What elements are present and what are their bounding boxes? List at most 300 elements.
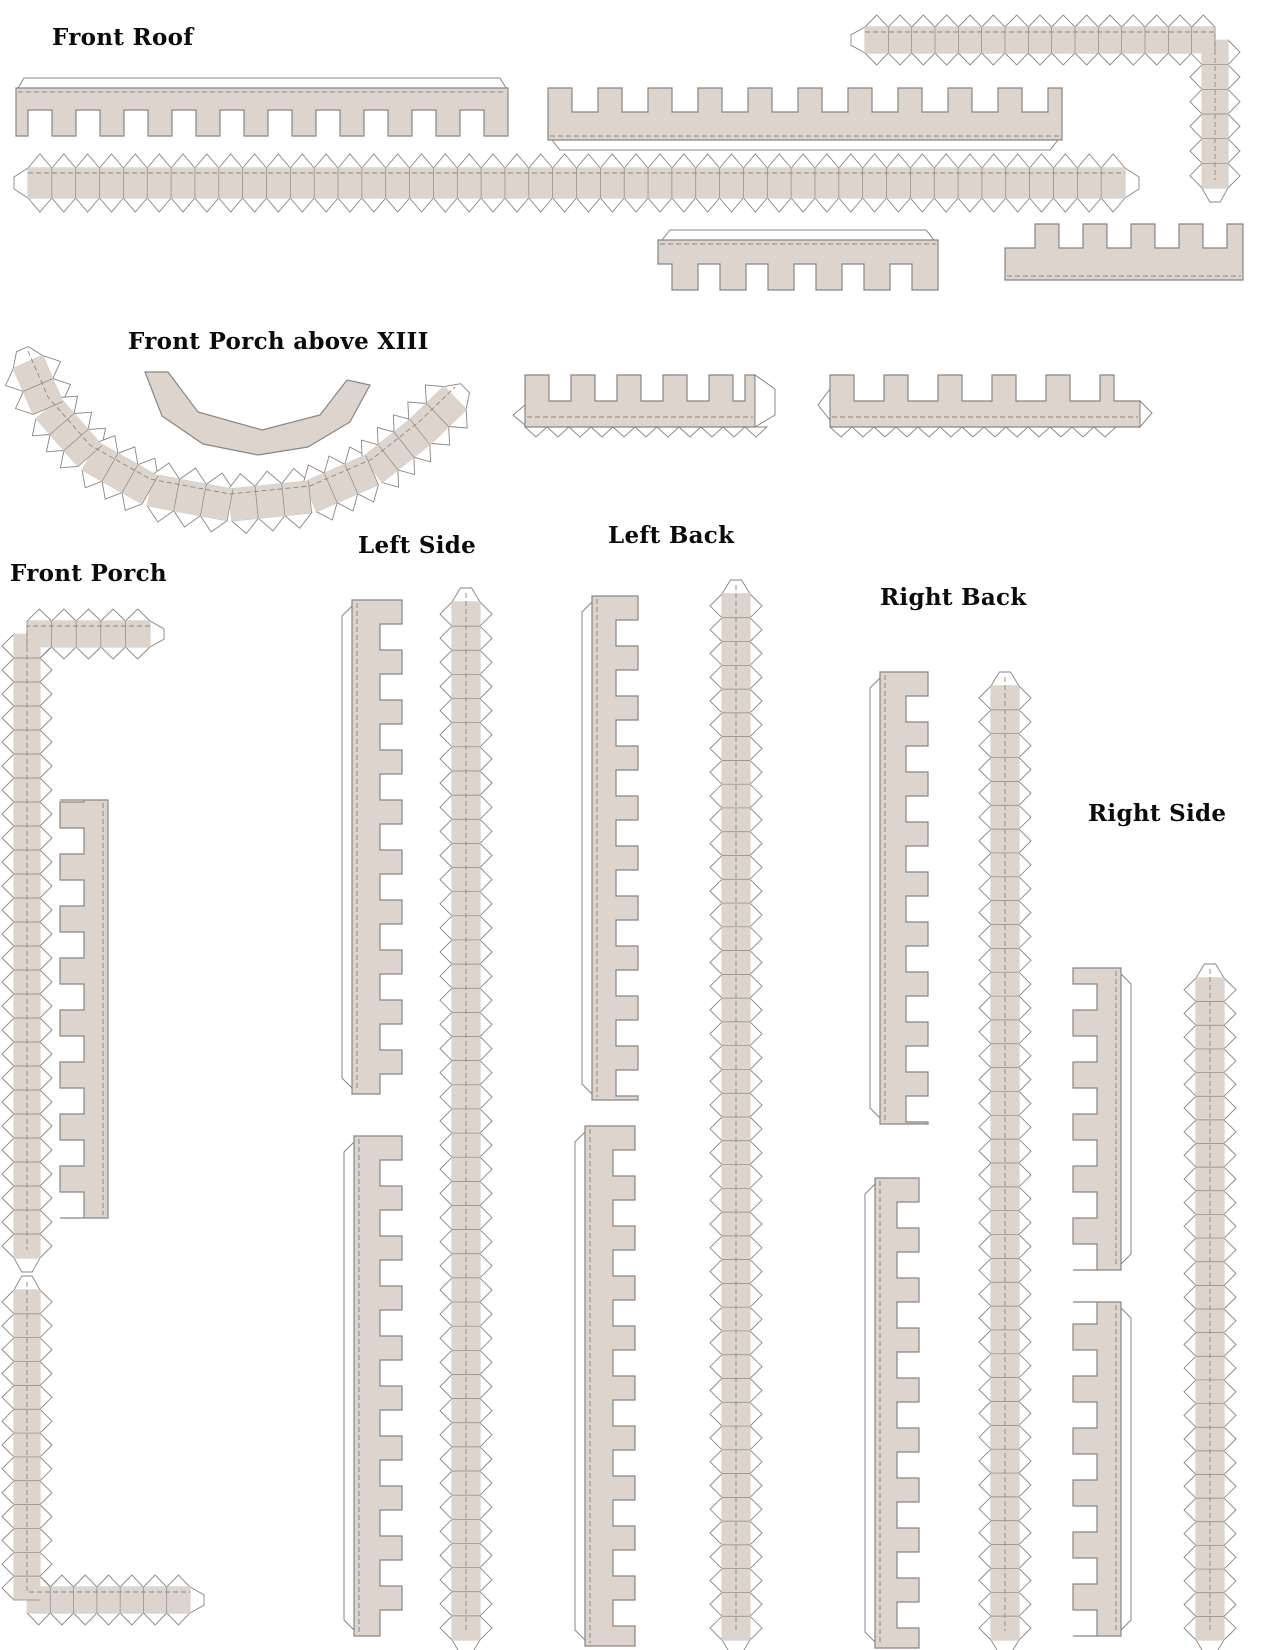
zigzag-tab — [525, 427, 547, 437]
zigzag-tab — [440, 868, 452, 892]
zigzag-tab — [1228, 40, 1240, 65]
zigzag-tab — [1019, 1187, 1031, 1211]
zigzag-tab — [710, 689, 722, 713]
zigzag-tab — [1005, 53, 1028, 65]
zigzag-tab — [440, 940, 452, 964]
zigzag-tab — [1077, 154, 1101, 168]
zigzag-tab — [480, 771, 492, 795]
zigzag-tab — [962, 427, 984, 437]
right-side-band — [1184, 964, 1236, 1650]
zigzag-tab — [2, 682, 14, 706]
zigzag-tab — [2, 1290, 14, 1314]
zigzag-tab — [2, 658, 14, 682]
zigzag-tab — [2, 1362, 14, 1386]
zigzag-tab — [750, 689, 762, 713]
zigzag-tab — [912, 15, 935, 27]
band-cell — [28, 168, 52, 198]
zigzag-tab — [710, 1188, 722, 1212]
band-cell — [14, 826, 40, 850]
zigzag-tab — [1184, 1475, 1196, 1499]
zigzag-tab — [979, 1521, 991, 1545]
zigzag-tab — [553, 198, 577, 212]
zigzag-tab — [440, 1181, 452, 1205]
zigzag-tab — [440, 1302, 452, 1326]
zigzag-tab — [935, 53, 958, 65]
zigzag-tab — [710, 1260, 722, 1284]
strip-body — [16, 88, 508, 136]
band-cell — [195, 168, 219, 198]
zigzag-tab — [1224, 1025, 1236, 1049]
zigzag-tab — [2, 1186, 14, 1210]
zigzag-tab — [830, 427, 852, 437]
band-cell — [452, 771, 480, 795]
zigzag-tab — [887, 198, 911, 212]
end-cap-tab — [991, 1640, 1019, 1650]
zigzag-tab — [219, 198, 243, 212]
band-cell — [14, 1186, 40, 1210]
zigzag-tab — [480, 1519, 492, 1543]
band-cell — [452, 1012, 480, 1036]
zigzag-tab — [767, 198, 791, 212]
right-back-strip-2 — [865, 1178, 919, 1648]
zigzag-tab — [1028, 53, 1051, 65]
band-cell — [982, 27, 1005, 53]
zigzag-tab — [480, 650, 492, 674]
band-cell — [125, 621, 150, 647]
band-cell — [888, 27, 911, 53]
zigzag-tab — [338, 154, 362, 168]
zigzag-tab — [547, 427, 569, 437]
zigzag-tab — [100, 154, 124, 168]
zigzag-tab — [120, 1613, 143, 1625]
zigzag-tab — [1019, 1497, 1031, 1521]
zigzag-tab — [40, 826, 52, 850]
band-cell — [14, 1162, 40, 1186]
zigzag-tab — [123, 198, 147, 212]
zigzag-tab — [1184, 1238, 1196, 1262]
band-cell — [50, 1587, 73, 1613]
zigzag-tab — [979, 829, 991, 853]
zigzag-tab — [710, 879, 722, 903]
zigzag-tab — [1184, 1545, 1196, 1569]
band-cell — [14, 922, 40, 946]
band-cell — [143, 1587, 166, 1613]
zigzag-tab — [1019, 1092, 1031, 1116]
zigzag-tab — [979, 1425, 991, 1449]
zigzag-tab — [979, 805, 991, 829]
zigzag-tab — [2, 778, 14, 802]
zigzag-tab — [1224, 1475, 1236, 1499]
zigzag-tab — [710, 1093, 722, 1117]
zigzag-tab — [267, 198, 291, 212]
zigzag-tab — [314, 154, 338, 168]
band-cell — [452, 843, 480, 867]
zigzag-tab — [710, 1117, 722, 1141]
band-cell — [722, 1236, 750, 1260]
band-cell — [14, 658, 40, 682]
zigzag-tab — [480, 819, 492, 843]
zigzag-tab — [2, 1433, 14, 1457]
zigzag-tab — [1054, 198, 1078, 212]
zigzag-tab — [440, 1447, 452, 1471]
band-cell — [958, 27, 981, 53]
zigzag-tab — [40, 1314, 52, 1338]
strip-body — [830, 375, 1140, 427]
zigzag-tab — [147, 198, 171, 212]
zigzag-tab — [433, 154, 457, 168]
zigzag-tab — [1019, 1211, 1031, 1235]
band-cell — [1196, 1451, 1224, 1475]
zigzag-tab — [553, 154, 577, 168]
zigzag-tab — [1019, 686, 1031, 710]
zigzag-tab — [865, 53, 888, 65]
zigzag-tab — [710, 1593, 722, 1617]
zigzag-tab — [1184, 1002, 1196, 1026]
zigzag-tab — [657, 427, 679, 437]
zigzag-tab — [696, 154, 720, 168]
band-cell — [1006, 168, 1030, 198]
left-back-strip-1 — [582, 596, 638, 1100]
zigzag-tab — [710, 713, 722, 737]
zigzag-tab — [40, 1234, 52, 1258]
zigzag-tab — [440, 1592, 452, 1616]
zigzag-tab — [750, 713, 762, 737]
band-cell — [720, 168, 744, 198]
zigzag-tab — [624, 154, 648, 168]
zigzag-tab — [40, 1090, 52, 1114]
glue-tab — [1121, 974, 1131, 1264]
zigzag-tab — [440, 1399, 452, 1423]
zigzag-tab — [440, 1157, 452, 1181]
band-cell — [722, 1260, 750, 1284]
band-cell — [1122, 27, 1145, 53]
zigzag-tab — [672, 198, 696, 212]
band-cell — [481, 168, 505, 198]
zigzag-tab — [440, 602, 452, 626]
zigzag-tab — [648, 154, 672, 168]
zigzag-tab — [710, 737, 722, 761]
zigzag-tab — [480, 1012, 492, 1036]
zigzag-tab — [440, 843, 452, 867]
glue-tab — [513, 405, 525, 425]
left-back-band — [710, 580, 762, 1650]
zigzag-tab — [750, 1402, 762, 1426]
zigzag-tab — [979, 1354, 991, 1378]
zigzag-tab — [440, 650, 452, 674]
zigzag-tab — [1005, 15, 1028, 27]
band-cell — [1052, 27, 1075, 53]
end-cap-tab — [1125, 168, 1139, 198]
zigzag-tab — [40, 1362, 52, 1386]
zigzag-tab — [480, 1037, 492, 1061]
end-cap-tab — [1202, 188, 1228, 202]
zigzag-tab — [243, 154, 267, 168]
end-cap-tab — [1196, 1640, 1224, 1650]
band-cell — [452, 795, 480, 819]
zigzag-tab — [1184, 1073, 1196, 1097]
band-cell — [722, 1165, 750, 1189]
zigzag-tab — [480, 843, 492, 867]
zigzag-tab — [865, 15, 888, 27]
band-cell — [1030, 168, 1054, 198]
zigzag-tab — [979, 1115, 991, 1139]
zigzag-tab — [480, 1447, 492, 1471]
band-cell — [14, 1018, 40, 1042]
end-cap-tab — [452, 1640, 480, 1650]
zigzag-tab — [1190, 89, 1202, 114]
zigzag-tab — [40, 1138, 52, 1162]
band-cell — [1196, 1427, 1224, 1451]
zigzag-tab — [440, 1012, 452, 1036]
zigzag-tab — [750, 974, 762, 998]
zigzag-tab — [529, 198, 553, 212]
zigzag-tab — [710, 832, 722, 856]
strip-body — [352, 600, 402, 1094]
zigzag-tab — [167, 1575, 190, 1587]
zigzag-tab — [710, 1379, 722, 1403]
zigzag-tab — [1192, 15, 1215, 27]
band-cell — [743, 168, 767, 198]
zigzag-tab — [635, 427, 657, 437]
label-right-side: Right Side — [1088, 800, 1227, 827]
band-cell — [452, 892, 480, 916]
zigzag-tab — [1052, 15, 1075, 27]
zigzag-tab — [40, 706, 52, 730]
band-cell — [935, 27, 958, 53]
zigzag-tab — [2, 634, 14, 658]
glue-tab — [342, 606, 352, 1088]
zigzag-tab — [2, 1385, 14, 1409]
zigzag-tab — [979, 1449, 991, 1473]
band-cell — [147, 168, 171, 198]
front-roof-strip-3 — [658, 230, 938, 290]
zigzag-tab — [710, 1497, 722, 1521]
zigzag-tab — [97, 1575, 120, 1587]
zigzag-tab — [982, 53, 1005, 65]
zigzag-tab — [123, 154, 147, 168]
band-cell — [338, 168, 362, 198]
band-cell — [97, 1587, 120, 1613]
zigzag-tab — [2, 1210, 14, 1234]
zigzag-tab — [750, 1497, 762, 1521]
zigzag-tab — [50, 1575, 73, 1587]
band-cell — [722, 1212, 750, 1236]
zigzag-tab — [750, 784, 762, 808]
zigzag-tab — [750, 1117, 762, 1141]
zigzag-tab — [480, 1278, 492, 1302]
label-left-side: Left Side — [358, 532, 477, 559]
zigzag-tab — [1224, 1593, 1236, 1617]
zigzag-tab — [1019, 1235, 1031, 1259]
band-cell — [991, 1545, 1019, 1569]
strip-body — [585, 1126, 635, 1646]
zigzag-tab — [40, 874, 52, 898]
zigzag-tab — [480, 1568, 492, 1592]
zigzag-tab — [979, 1044, 991, 1068]
zigzag-tab — [480, 1616, 492, 1640]
band-cell — [722, 1379, 750, 1403]
zigzag-tab — [2, 1457, 14, 1481]
zigzag-tab — [147, 154, 171, 168]
zigzag-tab — [696, 198, 720, 212]
zigzag-tab — [934, 154, 958, 168]
band-cell — [648, 168, 672, 198]
zigzag-tab — [1224, 1073, 1236, 1097]
zigzag-tab — [1224, 1049, 1236, 1073]
band-cell — [991, 1569, 1019, 1593]
zigzag-tab — [480, 916, 492, 940]
zigzag-tab — [74, 1613, 97, 1625]
zigzag-tab — [40, 898, 52, 922]
zigzag-tab — [40, 946, 52, 970]
zigzag-tab — [934, 198, 958, 212]
band-cell — [1196, 1475, 1224, 1499]
zigzag-tab — [480, 626, 492, 650]
band-cell — [120, 1587, 143, 1613]
zigzag-tab — [982, 15, 1005, 27]
zigzag-tab — [958, 198, 982, 212]
zigzag-tab — [874, 427, 896, 437]
zigzag-tab — [1006, 198, 1030, 212]
zigzag-tab — [710, 1521, 722, 1545]
zigzag-tab — [979, 1163, 991, 1187]
strip-body — [525, 375, 755, 427]
zigzag-tab — [750, 737, 762, 761]
zigzag-tab — [750, 1212, 762, 1236]
zigzag-tab — [2, 1234, 14, 1258]
zigzag-tab — [2, 730, 14, 754]
zigzag-tab — [1019, 1521, 1031, 1545]
front-roof-strip-2 — [548, 88, 1062, 150]
zigzag-tab — [710, 618, 722, 642]
zigzag-tab — [1224, 1309, 1236, 1333]
zigzag-tab — [940, 427, 962, 437]
band-cell — [577, 168, 601, 198]
zigzag-tab — [1184, 1427, 1196, 1451]
band-cell — [1202, 163, 1228, 188]
zigzag-tab — [1184, 1356, 1196, 1380]
zigzag-tab — [440, 747, 452, 771]
zigzag-tab — [480, 602, 492, 626]
zigzag-tab — [440, 1109, 452, 1133]
band-cell — [433, 168, 457, 198]
zigzag-tab — [1019, 1425, 1031, 1449]
zigzag-tab — [440, 1206, 452, 1230]
zigzag-tab — [2, 826, 14, 850]
zigzag-tab — [480, 1423, 492, 1447]
zigzag-tab — [648, 198, 672, 212]
zigzag-tab — [440, 674, 452, 698]
band-cell — [722, 1331, 750, 1355]
zigzag-tab — [750, 665, 762, 689]
zigzag-tab — [979, 1258, 991, 1282]
strip-body — [658, 240, 938, 290]
zigzag-tab — [40, 1385, 52, 1409]
zigzag-tab — [440, 1085, 452, 1109]
zigzag-tab — [1184, 1144, 1196, 1168]
zigzag-tab — [710, 784, 722, 808]
band-cell — [452, 819, 480, 843]
zigzag-tab — [1030, 198, 1054, 212]
zigzag-tab — [480, 1471, 492, 1495]
zigzag-tab — [979, 996, 991, 1020]
zigzag-tab — [40, 1210, 52, 1234]
glue-tab — [18, 78, 506, 88]
zigzag-tab — [1184, 1191, 1196, 1215]
zigzag-tab — [97, 1613, 120, 1625]
left-side-band — [440, 588, 492, 1650]
zigzag-tab — [750, 832, 762, 856]
zigzag-tab — [2, 946, 14, 970]
zigzag-tab — [750, 1545, 762, 1569]
band-cell — [696, 168, 720, 198]
zigzag-tab — [750, 1188, 762, 1212]
zigzag-tab — [750, 903, 762, 927]
end-cap-tab — [190, 1587, 204, 1613]
band-cell — [1075, 27, 1098, 53]
band-cell — [101, 621, 126, 647]
zigzag-tab — [1052, 53, 1075, 65]
zigzag-tab — [613, 427, 635, 437]
band-cell — [14, 778, 40, 802]
zigzag-tab — [710, 1022, 722, 1046]
zigzag-tab — [1019, 781, 1031, 805]
zigzag-tab — [750, 1283, 762, 1307]
zigzag-tab — [40, 1481, 52, 1505]
zigzag-tab — [440, 1471, 452, 1495]
zigzag-tab — [577, 154, 601, 168]
zigzag-tab — [1224, 978, 1236, 1002]
zigzag-tab — [480, 988, 492, 1012]
zigzag-tab — [979, 1569, 991, 1593]
zigzag-tab — [710, 951, 722, 975]
zigzag-tab — [440, 1254, 452, 1278]
zigzag-tab — [1168, 15, 1191, 27]
end-cap-tab — [14, 1258, 40, 1272]
zigzag-tab — [979, 758, 991, 782]
band-cell — [457, 168, 481, 198]
zigzag-tab — [2, 994, 14, 1018]
band-cell — [1196, 1380, 1224, 1404]
zigzag-tab — [101, 609, 126, 621]
zigzag-tab — [679, 427, 701, 437]
zigzag-tab — [710, 1545, 722, 1569]
zigzag-tab — [750, 1593, 762, 1617]
band-cell — [863, 168, 887, 198]
porch-above-strip-1 — [513, 375, 775, 437]
zigzag-tab — [76, 647, 101, 659]
zigzag-tab — [1224, 1262, 1236, 1286]
band-cell — [672, 168, 696, 198]
zigzag-tab — [710, 1355, 722, 1379]
zigzag-tab — [1098, 15, 1121, 27]
zigzag-tab — [362, 154, 386, 168]
end-cap-tab — [722, 1640, 750, 1650]
left-back-strip-2 — [575, 1126, 635, 1646]
glue-tab — [662, 230, 934, 240]
zigzag-tab — [1228, 139, 1240, 164]
band-cell — [14, 970, 40, 994]
zigzag-tab — [2, 1042, 14, 1066]
zigzag-tab — [710, 1236, 722, 1260]
zigzag-tab — [52, 154, 76, 168]
zigzag-tab — [896, 427, 918, 437]
zigzag-tab — [243, 198, 267, 212]
band-cell — [14, 1210, 40, 1234]
strip-body — [354, 1136, 402, 1636]
zigzag-tab — [750, 594, 762, 618]
zigzag-tab — [750, 642, 762, 666]
